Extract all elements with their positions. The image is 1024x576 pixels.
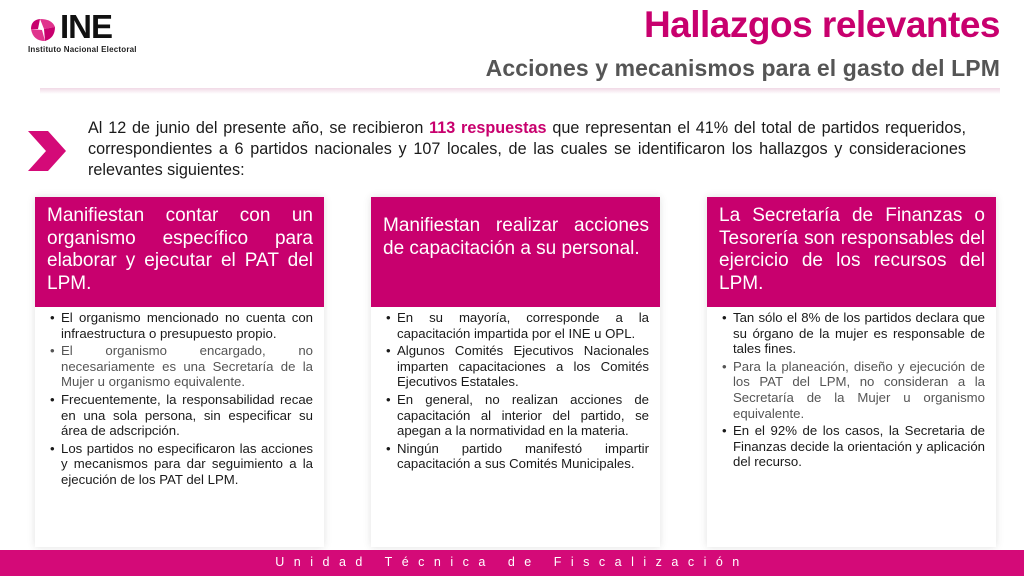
intro-text-before: Al 12 de junio del presente año, se recibieron: [88, 119, 430, 137]
finding-card-3: [707, 197, 996, 547]
list-item: • Los partidos no especificaron las acciones y mecanismos para dar seguimiento a la ejecución de los PAT del LPM.: [53, 441, 313, 488]
header-divider: [40, 88, 1000, 94]
finding-card-body: [371, 310, 660, 474]
list-item: • En el 92% de los casos, la Secretaria de Finanzas decide la orientación y aplicación del recurso.: [725, 423, 985, 470]
finding-card-2: [371, 197, 660, 547]
intro-text-after: que representan el 41% del total de partidos requeridos, correspondientes a 6 partidos nacionales y 107 locales, de las cuales se identificaron los hallazgos y consideraciones relevantes siguientes:: [88, 119, 966, 179]
footer-bar: [0, 550, 1024, 576]
footer-text: Unidad Técnica de Fiscalización: [275, 555, 749, 569]
page-subtitle: Acciones y mecanismos para el gasto del LPM: [485, 55, 1000, 81]
list-item: • Tan sólo el 8% de los partidos declara que su órgano de la mujer es responsable de tales fines.: [725, 310, 985, 357]
logo-subtitle: Instituto Nacional Electoral: [28, 45, 137, 54]
finding-card-heading: La Secretaría de Finanzas o Tesorería son responsables del ejercicio de los recursos del LPM.: [707, 197, 996, 307]
intro-highlight: 113 respuestas: [429, 119, 547, 137]
finding-card-body: [35, 310, 324, 490]
logo-text: INE: [60, 8, 113, 45]
finding-card-body: [707, 310, 996, 472]
finding-card-heading: Manifiestan realizar acciones de capacitación a su personal.: [371, 197, 660, 307]
list-item: • En general, no realizan acciones de capacitación al interior del partido, se apegan a la normatividad en la materia.: [389, 392, 649, 439]
page-title: Hallazgos relevantes: [643, 4, 1000, 45]
finding-list: [43, 310, 313, 488]
list-item: • Frecuentemente, la responsabilidad recae en una sola persona, sin especificar su área de adscripción.: [53, 392, 313, 439]
intro-paragraph: [88, 118, 966, 181]
finding-card-heading: Manifiestan contar con un organismo específico para elaborar y ejecutar el PAT del LPM.: [35, 197, 324, 307]
list-item: • Para la planeación, diseño y ejecución de los PAT del LPM, no consideran a la Secretaría de la Mujer u organismo equivalente.: [725, 359, 985, 421]
list-item: • El organismo mencionado no cuenta con infraestructura o presupuesto propio.: [53, 310, 313, 341]
list-item: • Algunos Comités Ejecutivos Nacionales imparten capacitaciones a los Comités Ejecutivos Estatales.: [389, 343, 649, 390]
finding-list: [379, 310, 649, 472]
ine-logo-mark-icon: [28, 14, 58, 44]
finding-list: [715, 310, 985, 470]
chevron-right-icon: [26, 131, 66, 171]
list-item: • En su mayoría, corresponde a la capacitación impartida por el INE u OPL.: [389, 310, 649, 341]
finding-card-1: [35, 197, 324, 547]
ine-logo: [22, 8, 162, 56]
list-item: • El organismo encargado, no necesariamente es una Secretaría de la Mujer u organismo equivalente.: [53, 343, 313, 390]
list-item: • Ningún partido manifestó impartir capacitación a sus Comités Municipales.: [389, 441, 649, 472]
